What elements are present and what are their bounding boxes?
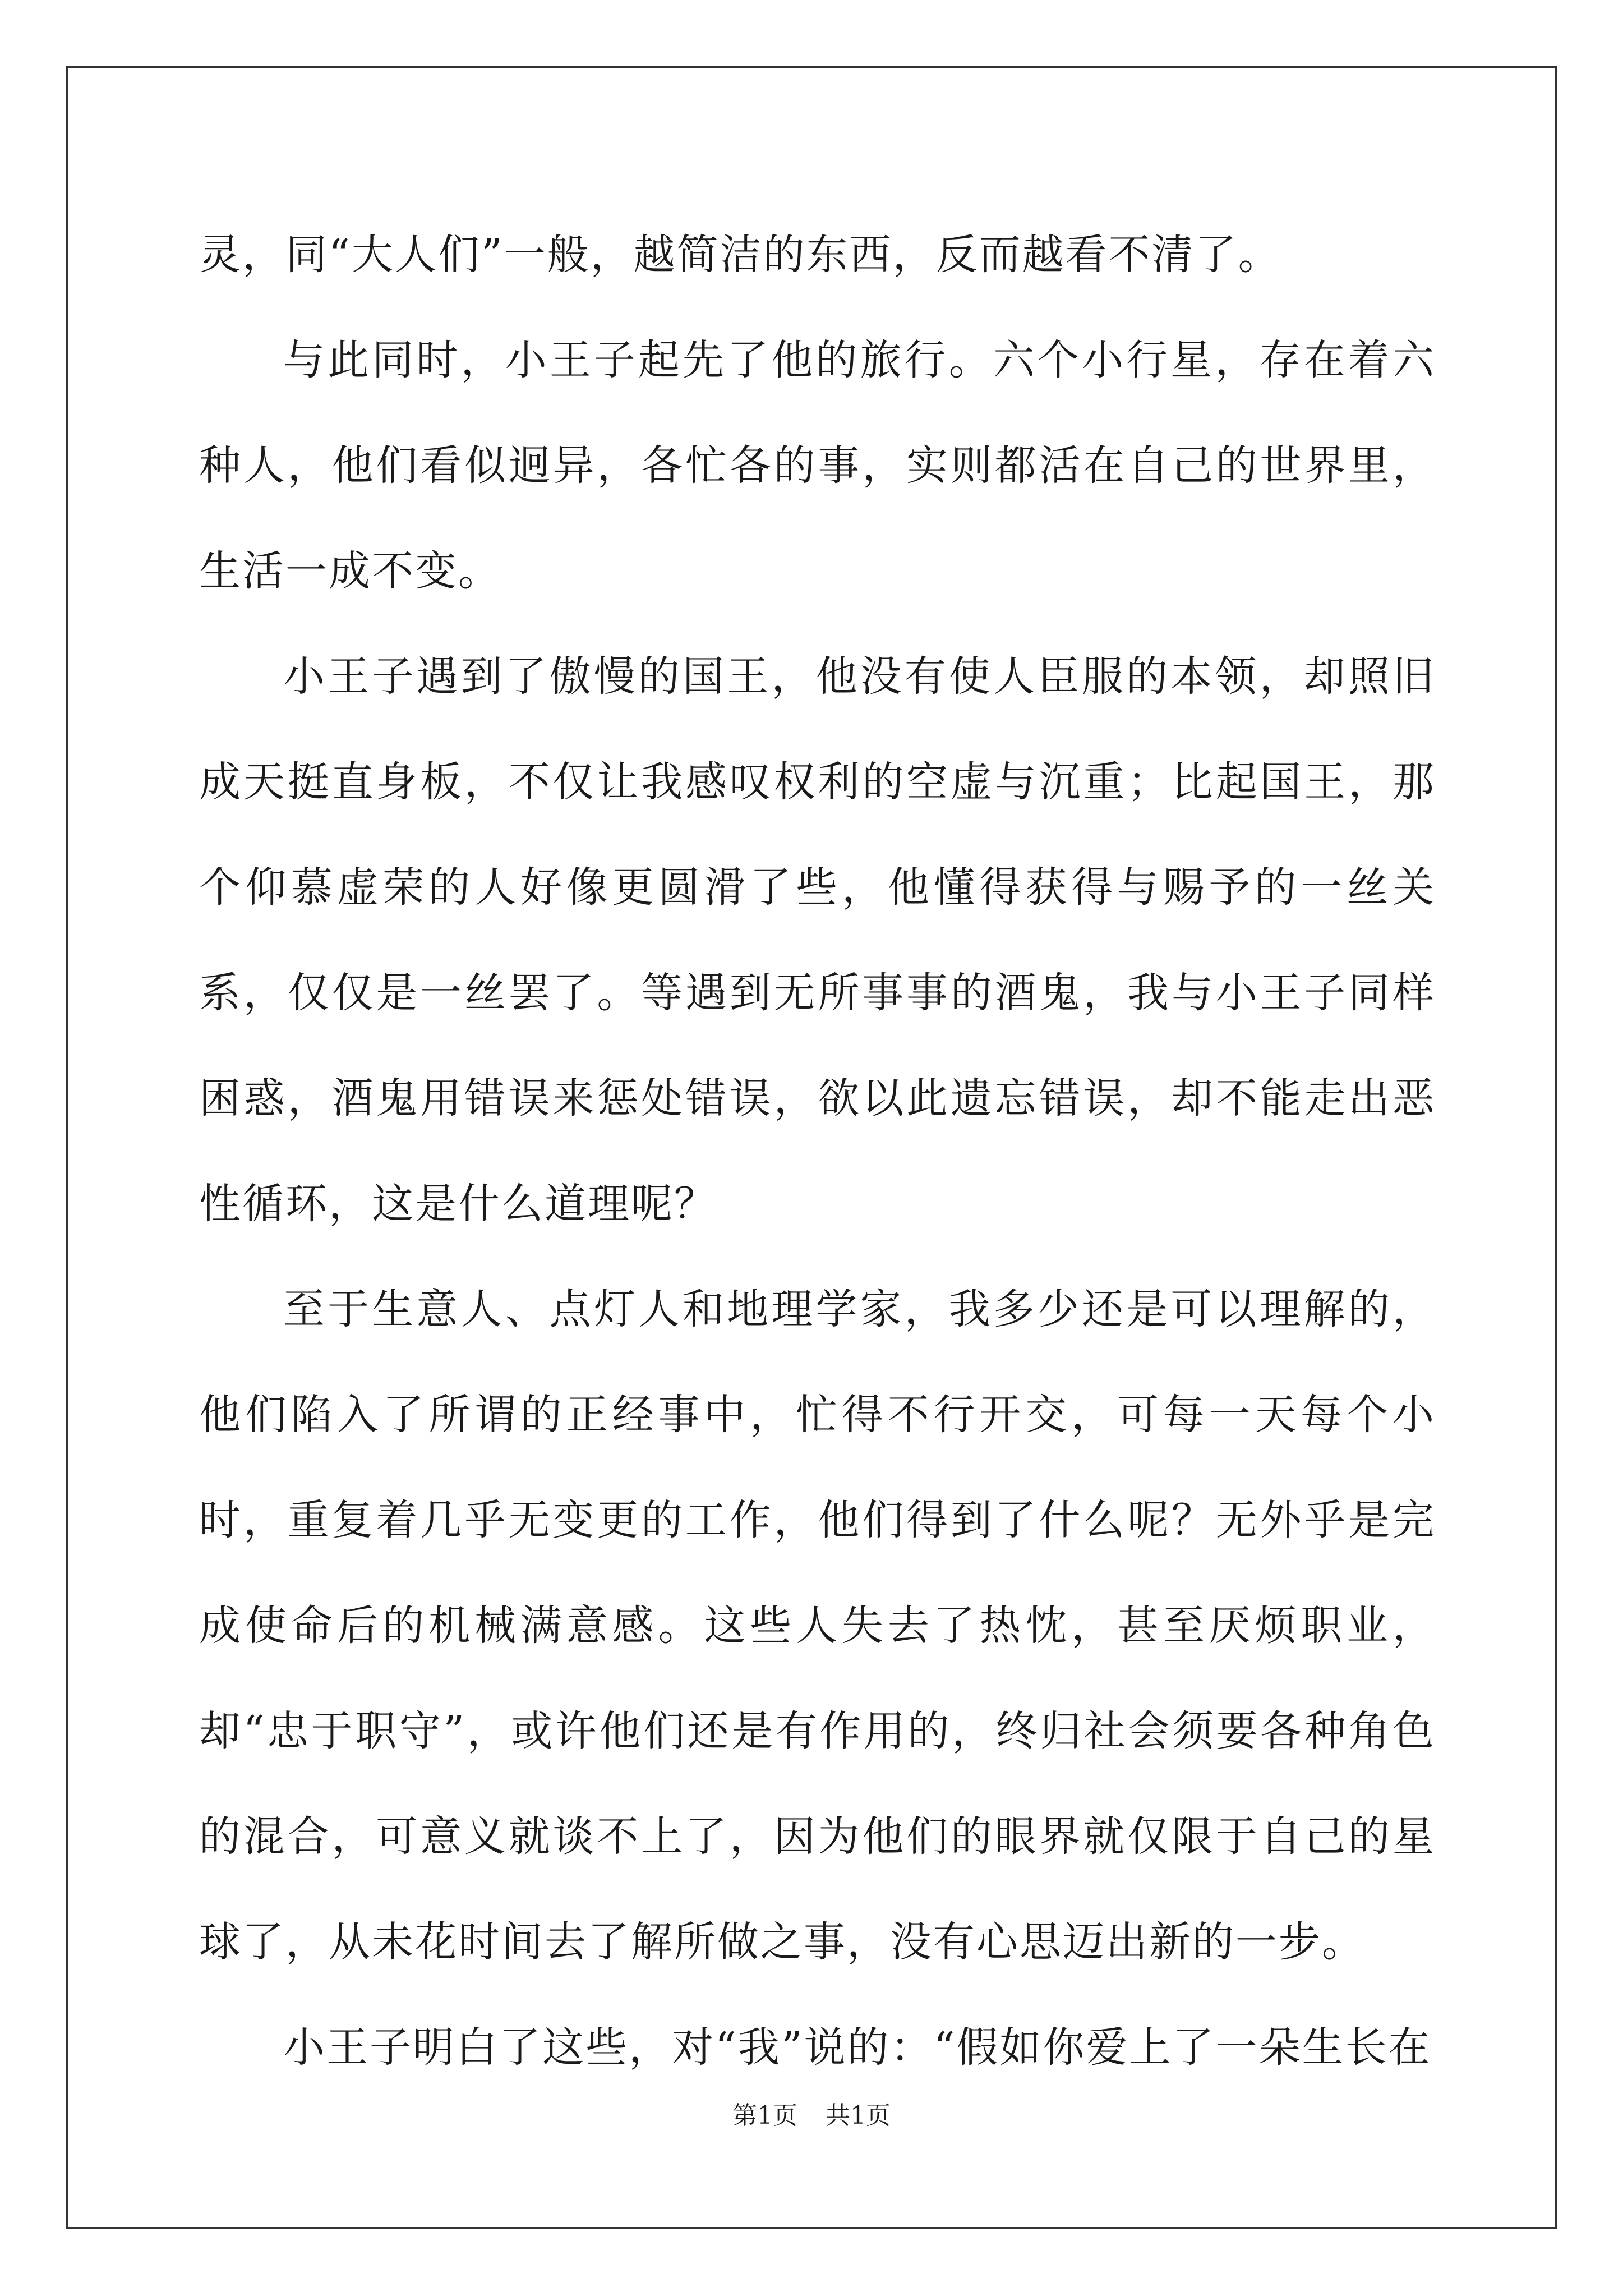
paragraph-5: 小王子明白了这些，对“我”说的：“假如你爱上了一朵生长在 [283, 2023, 1432, 2072]
paragraph-4: 至于生意人、点灯人和地理学家，我多少还是可以理解的，他们陷入了所谓的正经事中，忙得不行开交，可每一天每个小时，重复着几乎无变更的工作，他们得到了什么呢？无外乎是完成使命后的机械满意感。这些人失去了热忱，甚至厌烦职业，却“忠于职守”，或许他们还是有作用的，终归社会须要各种角色的混合，可意义就谈不上了，因为他们的眼界就仅限于自己的星球了，从未花时间去了解所做之事，没有心思迈出新的一步。 [199, 1285, 1436, 1966]
page-footer [0, 2095, 1623, 2131]
page-number: 第1页 [732, 2101, 797, 2130]
document-body [199, 202, 1436, 2100]
paragraph-1: 灵，同“大人们”一般，越简洁的东西，反而越看不清了。 [199, 231, 1281, 279]
page-total: 共1页 [826, 2101, 891, 2130]
paragraph-2: 与此同时，小王子起先了他的旅行。六个小行星，存在着六种人，他们看似迥异，各忙各的事，实则都活在自己的世界里，生活一成不变。 [199, 336, 1436, 595]
paragraph-3: 小王子遇到了傲慢的国王，他没有使人臣服的本领，却照旧成天挺直身板，不仅让我感叹权利的空虚与沉重；比起国王，那个仰慕虚荣的人好像更圆滑了些，他懂得获得与赐予的一丝关系，仅仅是一丝罢了。等遇到无所事事的酒鬼，我与小王子同样困惑，酒鬼用错误来惩处错误，欲以此遗忘错误，却不能走出恶性循环，这是什么道理呢？ [199, 652, 1436, 1228]
